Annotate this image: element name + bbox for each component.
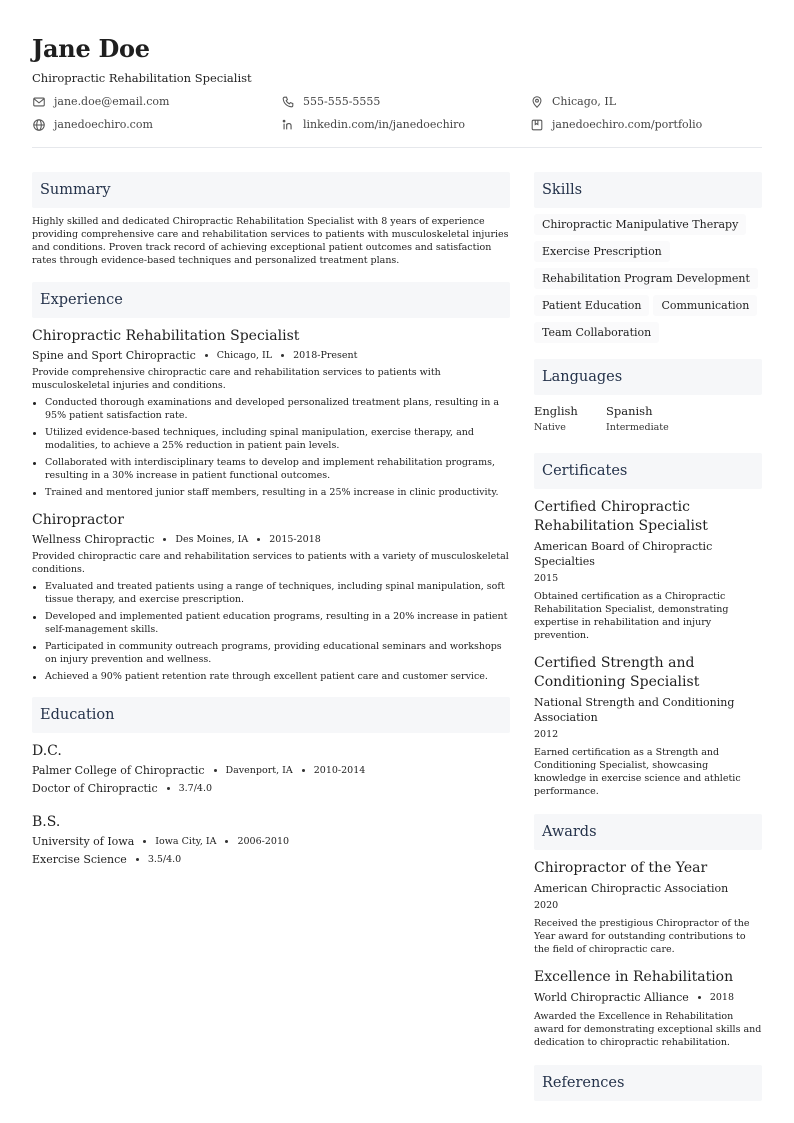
language-level: Native [534,422,566,433]
contact-website[interactable] [32,117,281,132]
contact-linkedin[interactable] [281,117,530,132]
company: Wellness Chiropractic [32,533,155,546]
certificate-title: Certified Strength and Conditioning Specialist [534,655,700,690]
contact-phone[interactable] [281,94,530,109]
map-pin-icon [530,95,544,109]
skill-chip: Chiropractic Manipulative Therapy [534,214,746,235]
degree: B.S. [32,814,61,830]
separator-dot [698,996,701,999]
job-location: Chicago, IL [216,350,273,361]
certificate-year: 2012 [534,729,559,740]
award-description: Received the prestigious Chiropractor of the Year award for outstanding contributions to the field of chiropractic care. [534,918,750,955]
languages-heading: Languages [534,359,762,395]
skill-chip: Communication [653,295,757,316]
job-location: Des Moines, IA [175,534,249,545]
header-divider [32,147,762,148]
school-location: Davenport, IA [225,765,293,776]
certificate-item [534,498,762,642]
right-column [534,172,762,1101]
education-item [32,742,510,796]
language-level: Intermediate [606,422,669,433]
portfolio-icon [530,118,544,132]
language-item [606,403,678,433]
contact-location [530,94,762,109]
skill-chip: Patient Education [534,295,649,316]
separator-dot [281,354,284,357]
job-bullet: Achieved a 90% patient retention rate through excellent patient care and customer service. [32,670,510,683]
summary-text: Highly skilled and dedicated Chiropractic Rehabilitation Specialist with 8 years of experience providing comprehensive care and rehabilitation services to patients with musculoskeletal injuries and conditions. Proven track record of achieving exceptional patient outcomes and satisfaction rates through evidence-based techniques and personalized treatment plans. [32,216,509,266]
experience-item [32,327,510,499]
separator-dot [302,769,305,772]
job-bullets [32,396,510,499]
company: Spine and Sport Chiropractic [32,349,196,362]
school-location: Iowa City, IA [155,836,217,847]
mail-icon [32,95,46,109]
job-bullet: Collaborated with interdisciplinary teams to develop and implement rehabilitation programs, resulting in a 30% increase in patient functional outcomes. [32,456,510,482]
job-bullet: Trained and mentored junior staff members, resulting in a 25% increase in clinic productivity. [32,486,510,499]
job-description: Provide comprehensive chiropractic care and rehabilitation services to patients with musculoskeletal injuries and conditions. [32,367,441,391]
job-bullet: Evaluated and treated patients using a range of techniques, including spinal manipulation, soft tissue therapy, and exercise prescription. [32,580,510,606]
separator-dot [214,769,217,772]
field-of-study: Doctor of Chiropractic [32,782,158,795]
certificate-item [534,654,762,798]
job-meta [32,532,510,547]
job-bullet: Developed and implemented patient education programs, resulting in a 20% increase in patient self-management skills. [32,610,510,636]
separator-dot [163,538,166,541]
candidate-title: Chiropractic Rehabilitation Specialist [32,71,252,85]
award-year: 2018 [709,992,735,1003]
award-org: American Chiropractic Association [534,882,729,895]
school: Palmer College of Chiropractic [32,764,205,777]
education-dates: 2006-2010 [237,836,290,847]
globe-icon [32,118,46,132]
school: University of Iowa [32,835,135,848]
contact-info [32,94,762,132]
job-meta [32,348,510,363]
skill-chip: Exercise Prescription [534,241,670,262]
education-heading: Education [32,697,510,733]
certificate-year: 2015 [534,573,559,584]
email-text: jane.doe@email.com [54,95,170,108]
gpa: 3.5/4.0 [147,854,182,865]
skill-chip: Team Collaboration [534,322,659,343]
skills-list [534,214,762,343]
certificate-org: American Board of Chiropractic Specialties [534,540,713,568]
location-text: Chicago, IL [552,95,617,108]
language-name: English [534,404,578,418]
certificate-title: Certified Chiropractic Rehabilitation Specialist [534,499,708,534]
skills-heading: Skills [534,172,762,208]
job-bullet: Utilized evidence-based techniques, including spinal manipulation, exercise therapy, and modalities, to achieve a 25% reduction in patient pain levels. [32,426,510,452]
award-title: Chiropractor of the Year [534,860,708,876]
education-meta [32,834,510,849]
award-description: Awarded the Excellence in Rehabilitation award for demonstrating exceptional skills and dedication to chiropractic rehabilitation. [534,1011,762,1048]
education-field-row [32,852,510,867]
experience-heading: Experience [32,282,510,318]
job-dates: 2015-2018 [269,534,321,545]
languages-list [534,403,762,433]
field-of-study: Exercise Science [32,853,127,866]
separator-dot [136,858,139,861]
award-item [534,859,762,956]
phone-icon [281,95,295,109]
contact-portfolio[interactable] [530,117,762,132]
summary-heading: Summary [32,172,510,208]
education-meta [32,763,510,778]
gpa: 3.7/4.0 [178,783,213,794]
experience-item [32,511,510,683]
left-column [32,172,510,1101]
certificates-heading: Certificates [534,453,762,489]
separator-dot [257,538,260,541]
award-org: World Chiropractic Alliance [534,991,689,1004]
education-item [32,813,510,867]
degree: D.C. [32,743,62,759]
separator-dot [167,787,170,790]
education-field-row [32,781,510,796]
language-name: Spanish [606,404,653,418]
phone-text: 555-555-5555 [303,95,381,108]
job-title: Chiropractic Rehabilitation Specialist [32,328,300,344]
award-item [534,968,762,1049]
certificate-description: Obtained certification as a Chiropractic Rehabilitation Specialist, demonstrating expertise in rehabilitation and injury prevention. [534,591,729,641]
award-meta [534,990,762,1005]
awards-heading: Awards [534,814,762,850]
job-dates: 2018-Present [293,350,358,361]
separator-dot [205,354,208,357]
website-text: janedoechiro.com [54,118,153,131]
job-bullet: Conducted thorough examinations and developed personalized treatment plans, resulting in a 95% patient satisfaction rate. [32,396,510,422]
references-heading: References [534,1065,762,1101]
certificate-org: National Strength and Conditioning Association [534,696,735,724]
skill-chip: Rehabilitation Program Development [534,268,758,289]
contact-email[interactable] [32,94,281,109]
separator-dot [225,840,228,843]
award-year: 2020 [534,900,559,911]
education-dates: 2010-2014 [313,765,366,776]
candidate-name: Jane Doe [32,34,150,63]
job-title: Chiropractor [32,512,124,528]
job-bullet: Participated in community outreach programs, providing educational seminars and workshops on injury prevention and wellness. [32,640,510,666]
separator-dot [143,840,146,843]
linkedin-icon [281,118,295,132]
linkedin-text: linkedin.com/in/janedoechiro [303,118,466,131]
award-title: Excellence in Rehabilitation [534,969,734,985]
job-description: Provided chiropractic care and rehabilitation services to patients with a variety of musculoskeletal conditions. [32,551,509,575]
language-item [534,403,606,433]
job-bullets [32,580,510,683]
portfolio-text: janedoechiro.com/portfolio [552,118,703,131]
certificate-description: Earned certification as a Strength and Conditioning Specialist, showcasing knowledge in exercise science and athletic performance. [534,747,741,797]
